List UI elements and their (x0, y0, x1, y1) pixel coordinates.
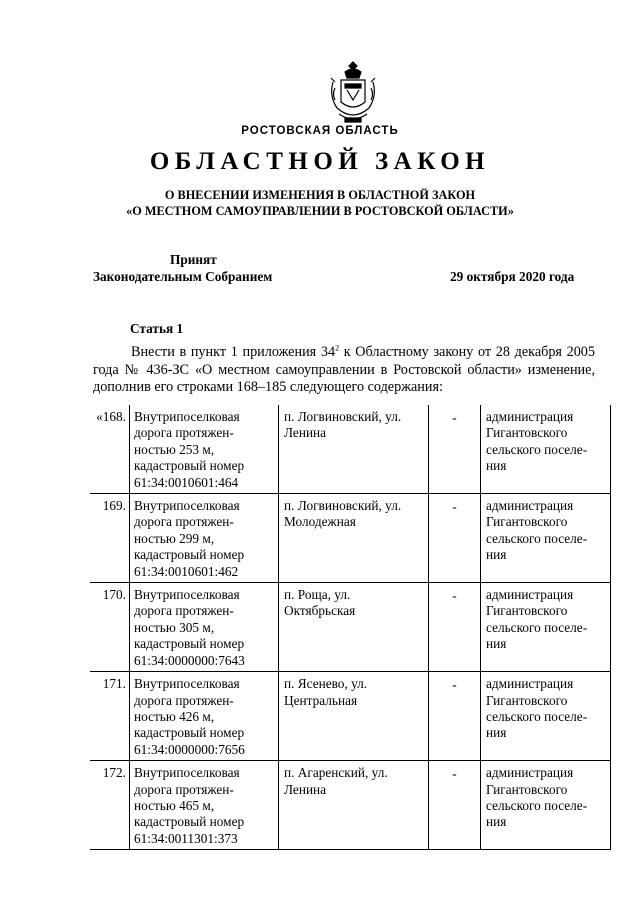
object-location: п. Логвиновский, ул. Молодежная (279, 494, 429, 583)
object-description: Внутрипоселковая дорога протяжен-ностью 426 м, кадастровый номер 61:34:0000000:7656 (130, 672, 279, 761)
dash-cell: - (429, 405, 481, 494)
responsible-org: администрация Гигантовского сельского поселе-ния (481, 672, 611, 761)
region-name: РОСТОВСКАЯ ОБЛАСТЬ (241, 125, 399, 137)
responsible-org: администрация Гигантовского сельского поселе-ния (481, 494, 611, 583)
object-description: Внутрипоселковая дорога протяжен-ностью 253 м, кадастровый номер 61:34:0010601:464 (130, 405, 279, 494)
object-description: Внутрипоселковая дорога протяжен-ностью 305 м, кадастровый номер 61:34:0000000:7643 (130, 583, 279, 672)
document-title: ОБЛАСТНОЙ ЗАКОН (149, 148, 491, 175)
row-number: 169. (90, 494, 130, 583)
article-text-part2: к Областному закону от 28 декабря 2005 года № 436-ЗС «О местном самоуправлении в Ростовской области» изменение, дополнив его строками 168–185 следующего содержания: (93, 344, 595, 395)
object-description: Внутрипоселковая дорога протяжен-ностью 465 м, кадастровый номер 61:34:0011301:373 (130, 761, 279, 850)
dash-cell: - (429, 494, 481, 583)
adoption-date: 29 октября 2020 года (450, 269, 575, 284)
adoption-label: Принят (170, 252, 217, 267)
row-number: 171. (90, 672, 130, 761)
row-number: 172. (90, 761, 130, 850)
adoption-body: Законодательным Собранием (93, 269, 273, 284)
table-row (90, 583, 611, 672)
object-location: п. Агаренский, ул. Ленина (279, 761, 429, 850)
table-row (90, 405, 611, 494)
row-number: 170. (90, 583, 130, 672)
subtitle-line-2: «О МЕСТНОМ САМОУПРАВЛЕНИИ В РОСТОВСКОЙ ОБЛАСТИ» (126, 204, 514, 218)
responsible-org: администрация Гигантовского сельского поселе-ния (481, 761, 611, 850)
article-superscript: 2 (335, 343, 340, 353)
row-number: «168. (90, 405, 130, 494)
article-text (93, 344, 595, 397)
table-row (90, 494, 611, 583)
table-row (90, 672, 611, 761)
object-location: п. Логвиновский, ул. Ленина (279, 405, 429, 494)
dash-cell: - (429, 761, 481, 850)
subtitle-line-1: О ВНЕСЕНИИ ИЗМЕНЕНИЯ В ОБЛАСТНОЙ ЗАКОН (164, 188, 476, 202)
responsible-org: администрация Гигантовского сельского поселе-ния (481, 583, 611, 672)
responsible-org: администрация Гигантовского сельского поселе-ния (481, 405, 611, 494)
object-location: п. Роща, ул. Октябрьская (279, 583, 429, 672)
object-description: Внутрипоселковая дорога протяжен-ностью 299 м, кадастровый номер 61:34:0010601:462 (130, 494, 279, 583)
dash-cell: - (429, 583, 481, 672)
table-row (90, 761, 611, 850)
article-heading: Статья 1 (130, 321, 184, 336)
dash-cell: - (429, 672, 481, 761)
coat-of-arms-emblem (325, 58, 381, 126)
appendix-table (90, 405, 611, 850)
article-text-part1: Внести в пункт 1 приложения 34 (131, 344, 336, 360)
object-location: п. Ясенево, ул. Центральная (279, 672, 429, 761)
